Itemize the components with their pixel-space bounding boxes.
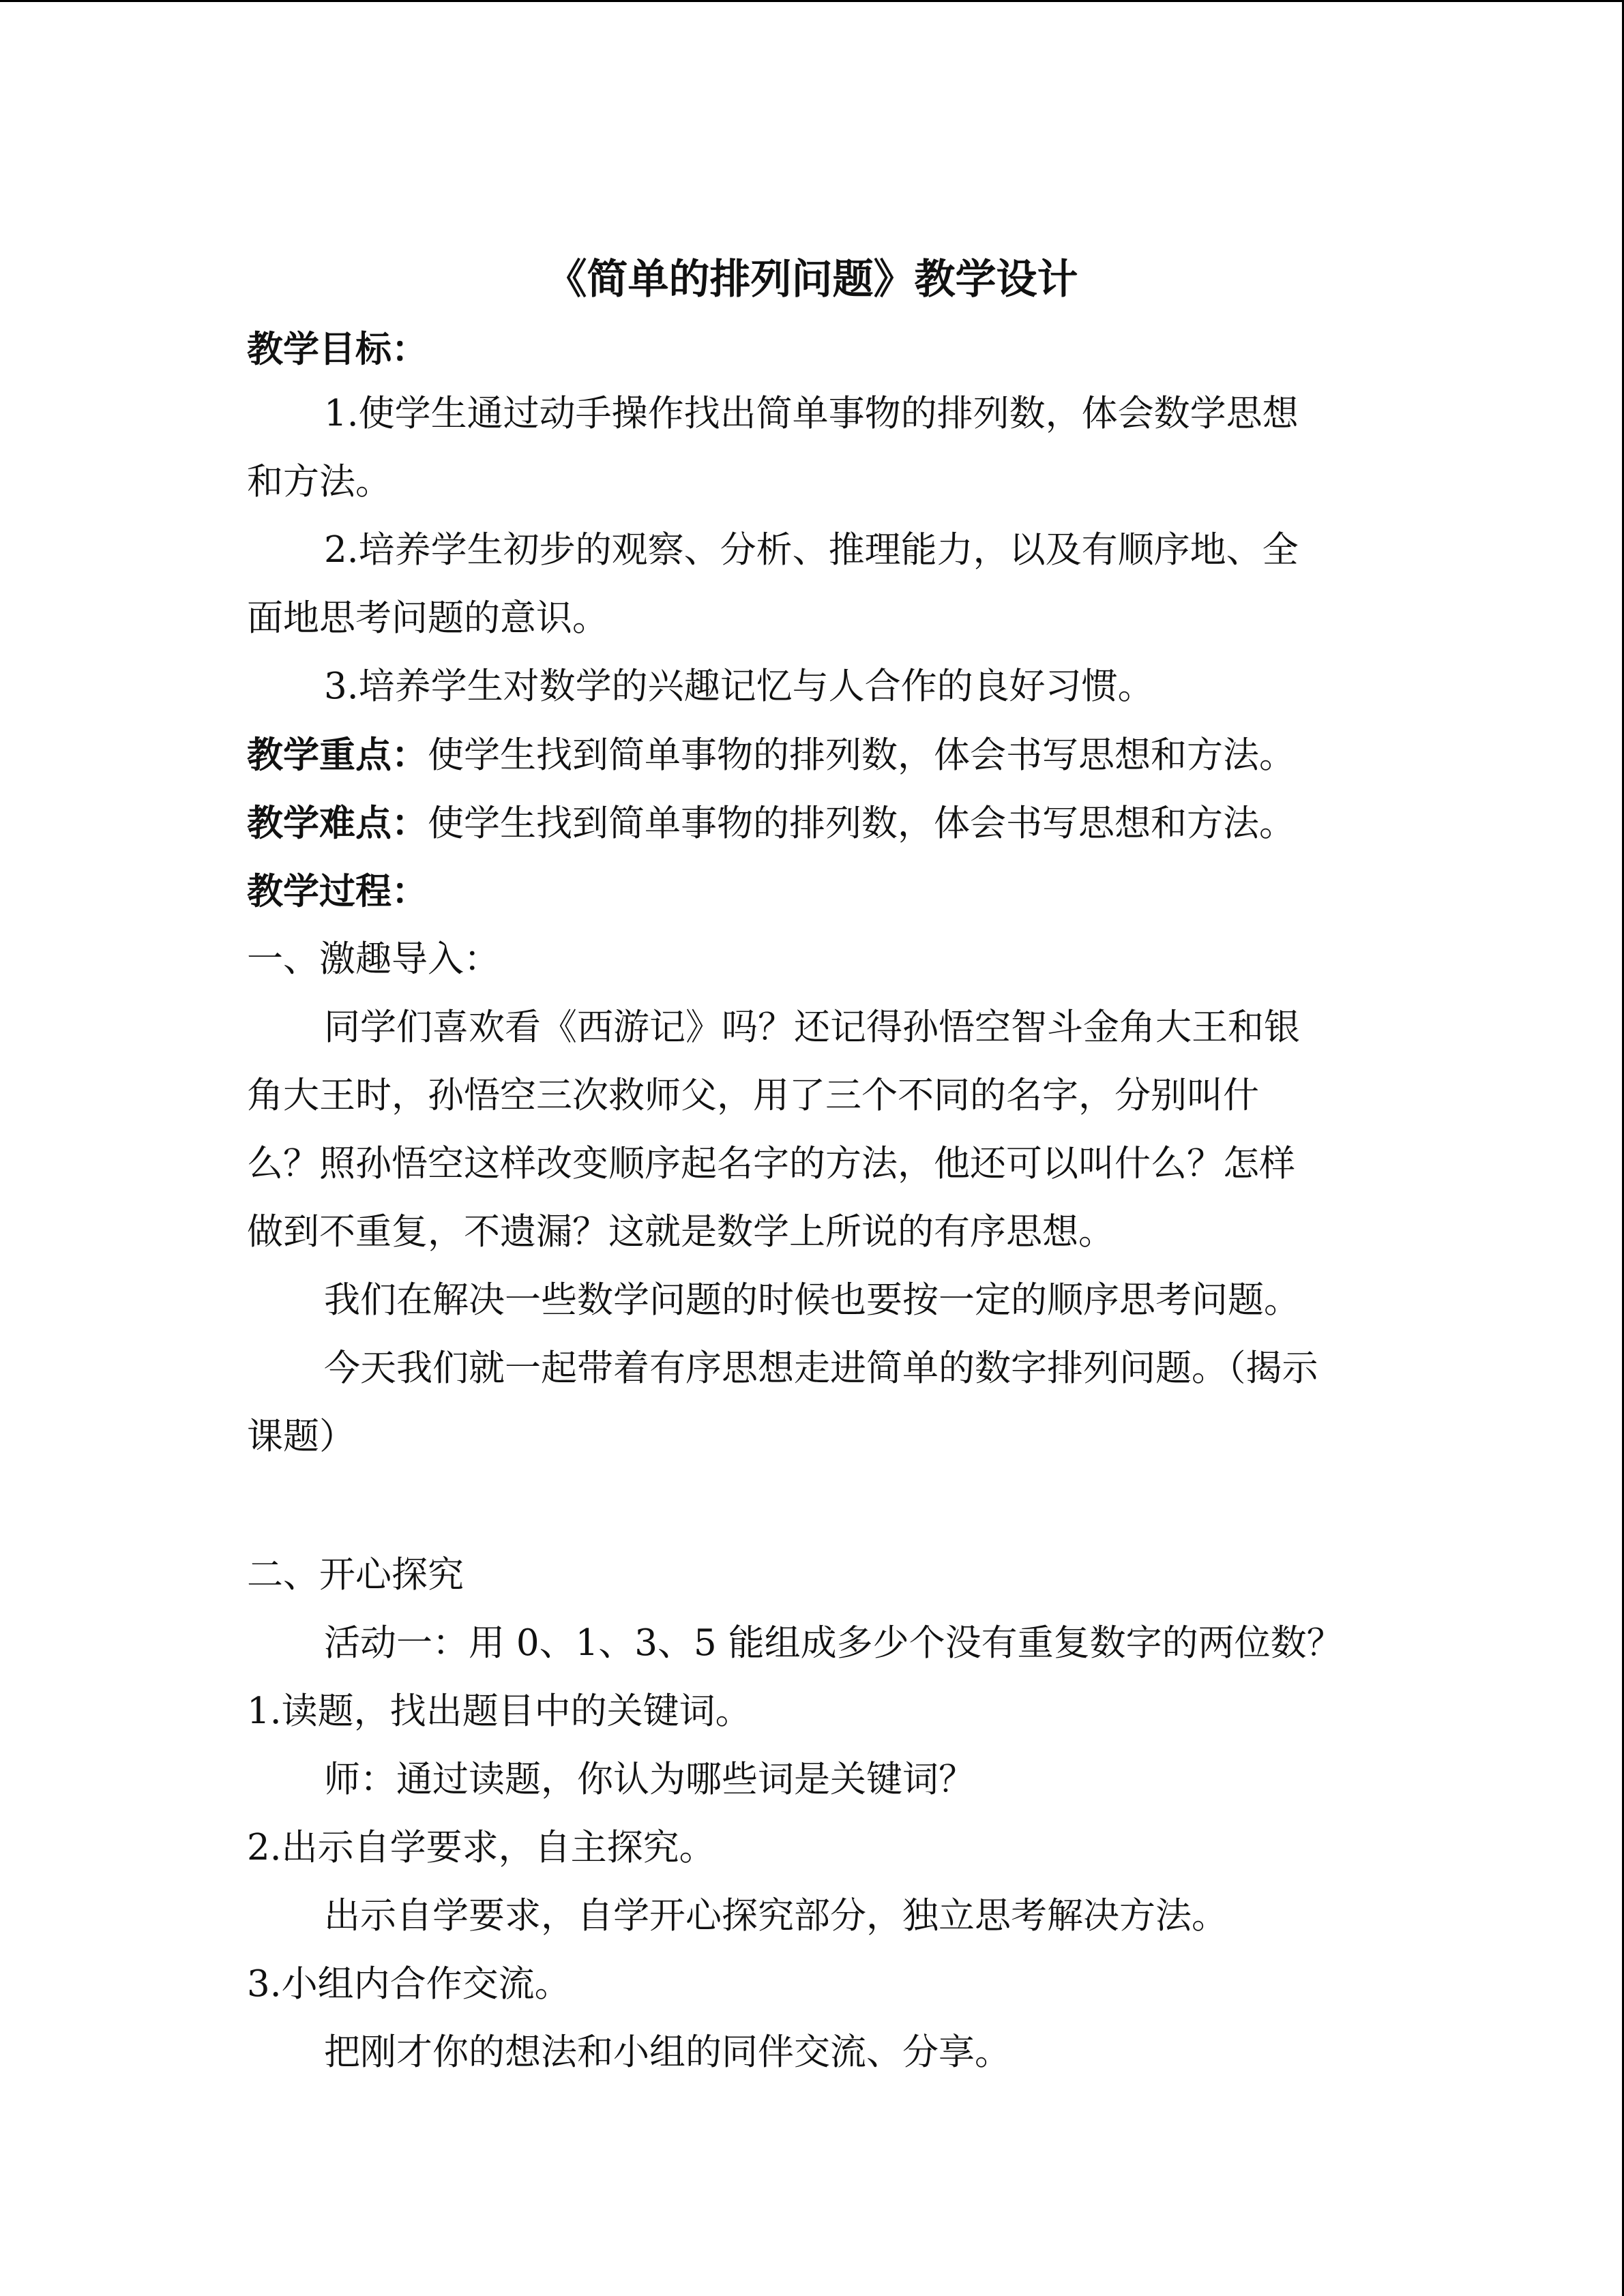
process-heading: 教学过程： bbox=[247, 870, 428, 912]
intro-paragraph-line-2: 角大王时，孙悟空三次救师父，用了三个不同的名字，分别叫什 bbox=[247, 1075, 1259, 1116]
section-1-heading: 一、激趣导入： bbox=[247, 938, 500, 980]
section-2-heading: 二、开心探究 bbox=[247, 1554, 464, 1596]
document-title: 《简单的排列问题》教学设计 bbox=[546, 256, 1078, 303]
step-2: 2.出示自学要求，自主探究。 bbox=[247, 1827, 715, 1868]
objective-3: 3.培养学生对数学的兴趣记忆与人合作的良好习惯。 bbox=[324, 666, 1154, 707]
objective-2-line-2: 面地思考问题的意识。 bbox=[247, 597, 608, 639]
objective-1-line-1: 1.使学生通过动手操作找出简单事物的排列数，体会数学思想 bbox=[324, 393, 1299, 434]
difficult-point-text: 使学生找到简单事物的排列数，体会书写思想和方法。 bbox=[428, 803, 1295, 844]
step-2-detail: 出示自学要求，自学开心探究部分，独立思考解决方法。 bbox=[324, 1895, 1228, 1937]
objective-1-line-2: 和方法。 bbox=[247, 461, 392, 503]
key-point-line bbox=[247, 728, 1295, 783]
step-1: 1.读题，找出题目中的关键词。 bbox=[247, 1690, 752, 1732]
step-3: 3.小组内合作交流。 bbox=[247, 1963, 571, 2005]
difficult-point-label: 教学难点： bbox=[247, 802, 428, 844]
objectives-heading: 教学目标： bbox=[247, 328, 428, 370]
key-point-text: 使学生找到简单事物的排列数，体会书写思想和方法。 bbox=[428, 734, 1295, 776]
key-point-label: 教学重点： bbox=[247, 734, 428, 776]
objective-2-line-1: 2.培养学生初步的观察、分析、推理能力，以及有顺序地、全 bbox=[324, 529, 1299, 571]
step-3-detail: 把刚才你的想法和小组的同伴交流、分享。 bbox=[324, 2031, 1011, 2073]
activity-1: 活动一：用 0、1、3、5 能组成多少个没有重复数字的两位数？ bbox=[324, 1622, 1343, 1664]
difficult-point-line bbox=[247, 796, 1295, 851]
intro-paragraph-2: 我们在解决一些数学问题的时候也要按一定的顺序思考问题。 bbox=[324, 1279, 1300, 1321]
intro-paragraph-line-4: 做到不重复，不遗漏？这就是数学上所说的有序思想。 bbox=[247, 1211, 1114, 1253]
step-1-teacher: 师：通过读题，你认为哪些词是关键词？ bbox=[324, 1759, 975, 1800]
intro-paragraph-3-line-1: 今天我们就一起带着有序思想走进简单的数字排列问题。（揭示 bbox=[324, 1347, 1318, 1389]
intro-paragraph-line-3: 么？照孙悟空这样改变顺序起名字的方法，他还可以叫什么？怎样 bbox=[247, 1143, 1295, 1184]
intro-paragraph-3-line-2: 课题） bbox=[247, 1416, 355, 1457]
intro-paragraph-line-1: 同学们喜欢看《西游记》吗？还记得孙悟空智斗金角大王和银 bbox=[324, 1007, 1300, 1048]
page-border-top bbox=[0, 0, 1624, 2]
